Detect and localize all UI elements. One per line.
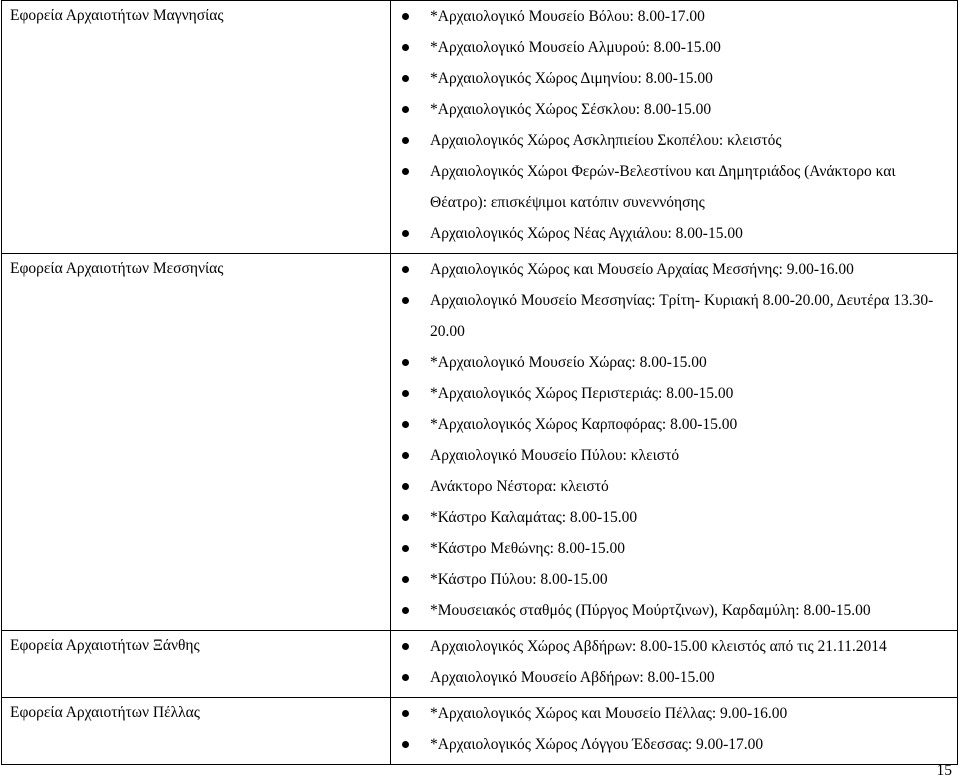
bullet-icon: [402, 359, 409, 366]
list-item: [430, 631, 953, 662]
list-item: [430, 533, 953, 564]
site-hours-text: *Αρχαιολογικός Χώρος Λόγγου Έδεσσας: 9.00-17.00: [430, 736, 764, 753]
site-hours-text: *Αρχαιολογικός Χώρος Σέσκλου: 8.00-15.00: [430, 101, 712, 118]
list-item: [430, 564, 953, 595]
bullet-icon: [402, 545, 409, 552]
site-list-cell: [391, 698, 958, 765]
bullet-icon: [402, 44, 409, 51]
site-hours-text: *Αρχαιολογικός Χώρος Καρποφόρας: 8.00-15.00: [430, 416, 738, 433]
site-hours-text: Αρχαιολογικός Χώρος Αβδήρων: 8.00-15.00 κλειστός από τις 21.11.2014: [430, 638, 887, 655]
bullet-icon: [402, 483, 409, 490]
list-item: [430, 471, 953, 502]
list-item: [430, 729, 953, 760]
list-item: [430, 285, 953, 347]
site-hours-text: *Αρχαιολογικό Μουσείο Αλμυρού: 8.00-15.00: [430, 39, 721, 56]
site-list-cell: [391, 631, 958, 698]
site-hours-text: *Κάστρο Μεθώνης: 8.00-15.00: [430, 540, 625, 557]
page-number: 15: [936, 762, 952, 779]
ephorate-name: Εφορεία Αρχαιοτήτων Μεσσηνίας: [2, 254, 391, 631]
site-hours-text: Αρχαιολογικός Χώροι Φερών-Βελεστίνου και Δημητριάδος (Ανάκτορο και Θέατρο): επισκέψιμοι κατόπιν συνεννόησης: [430, 163, 896, 211]
table-row: [2, 254, 958, 631]
list-item: [430, 156, 953, 218]
bullet-icon: [402, 297, 409, 304]
bullet-icon: [402, 421, 409, 428]
list-item: [430, 254, 953, 285]
site-hours-text: *Αρχαιολογικό Μουσείο Χώρας: 8.00-15.00: [430, 354, 707, 371]
site-list: [391, 1, 953, 249]
site-hours-text: *Αρχαιολογικός Χώρος Περιστεριάς: 8.00-15.00: [430, 385, 734, 402]
bullet-icon: [402, 168, 409, 175]
bullet-icon: [402, 137, 409, 144]
table-row: [2, 1, 958, 254]
site-list: [391, 631, 953, 693]
site-hours-text: *Κάστρο Πύλου: 8.00-15.00: [430, 571, 608, 588]
table-row: [2, 631, 958, 698]
bullet-icon: [402, 230, 409, 237]
bullet-icon: [402, 390, 409, 397]
site-hours-text: Αρχαιολογικό Μουσείο Μεσσηνίας: Τρίτη- Κυριακή 8.00-20.00, Δευτέρα 13.30-20.00: [430, 292, 934, 340]
site-hours-text: Αρχαιολογικό Μουσείο Αβδήρων: 8.00-15.00: [430, 669, 715, 686]
table-row: [2, 698, 958, 765]
list-item: [430, 378, 953, 409]
bullet-icon: [402, 266, 409, 273]
bullet-icon: [402, 643, 409, 650]
list-item: [430, 125, 953, 156]
bullet-icon: [402, 576, 409, 583]
bullet-icon: [402, 741, 409, 748]
bullet-icon: [402, 674, 409, 681]
list-item: [430, 440, 953, 471]
site-list-cell: [391, 1, 958, 254]
site-list-cell: [391, 254, 958, 631]
ephorate-name: Εφορεία Αρχαιοτήτων Ξάνθης: [2, 631, 391, 698]
list-item: [430, 218, 953, 249]
site-hours-text: Αρχαιολογικός Χώρος Ασκληπιείου Σκοπέλου: κλειστός: [430, 132, 782, 149]
site-hours-text: *Αρχαιολογικός Χώρος Διμηνίου: 8.00-15.00: [430, 70, 713, 87]
site-list: [391, 254, 953, 626]
list-item: [430, 347, 953, 378]
list-item: [430, 409, 953, 440]
site-hours-text: *Αρχαιολογικό Μουσείο Βόλου: 8.00-17.00: [430, 8, 705, 25]
ephorate-name: Εφορεία Αρχαιοτήτων Μαγνησίας: [2, 1, 391, 254]
site-hours-text: *Μουσειακός σταθμός (Πύργος Μούρτζινων), Καρδαμύλη: 8.00-15.00: [430, 602, 871, 619]
list-item: [430, 63, 953, 94]
bullet-icon: [402, 13, 409, 20]
list-item: [430, 1, 953, 32]
list-item: [430, 32, 953, 63]
list-item: [430, 94, 953, 125]
site-hours-text: *Αρχαιολογικός Χώρος και Μουσείο Πέλλας: 9.00-16.00: [430, 705, 788, 722]
bullet-icon: [402, 710, 409, 717]
bullet-icon: [402, 607, 409, 614]
site-hours-text: Αρχαιολογικό Μουσείο Πύλου: κλειστό: [430, 447, 680, 464]
site-list: [391, 698, 953, 760]
list-item: [430, 698, 953, 729]
list-item: [430, 662, 953, 693]
ephorate-hours-table: [1, 0, 958, 765]
list-item: [430, 595, 953, 626]
site-hours-text: Αρχαιολογικός Χώρος και Μουσείο Αρχαίας Μεσσήνης: 9.00-16.00: [430, 261, 854, 278]
bullet-icon: [402, 514, 409, 521]
site-hours-text: Ανάκτορο Νέστορα: κλειστό: [430, 478, 609, 495]
bullet-icon: [402, 106, 409, 113]
list-item: [430, 502, 953, 533]
site-hours-text: Αρχαιολογικός Χώρος Νέας Αγχιάλου: 8.00-15.00: [430, 225, 743, 242]
site-hours-text: *Κάστρο Καλαμάτας: 8.00-15.00: [430, 509, 638, 526]
bullet-icon: [402, 75, 409, 82]
ephorate-name: Εφορεία Αρχαιοτήτων Πέλλας: [2, 698, 391, 765]
bullet-icon: [402, 452, 409, 459]
